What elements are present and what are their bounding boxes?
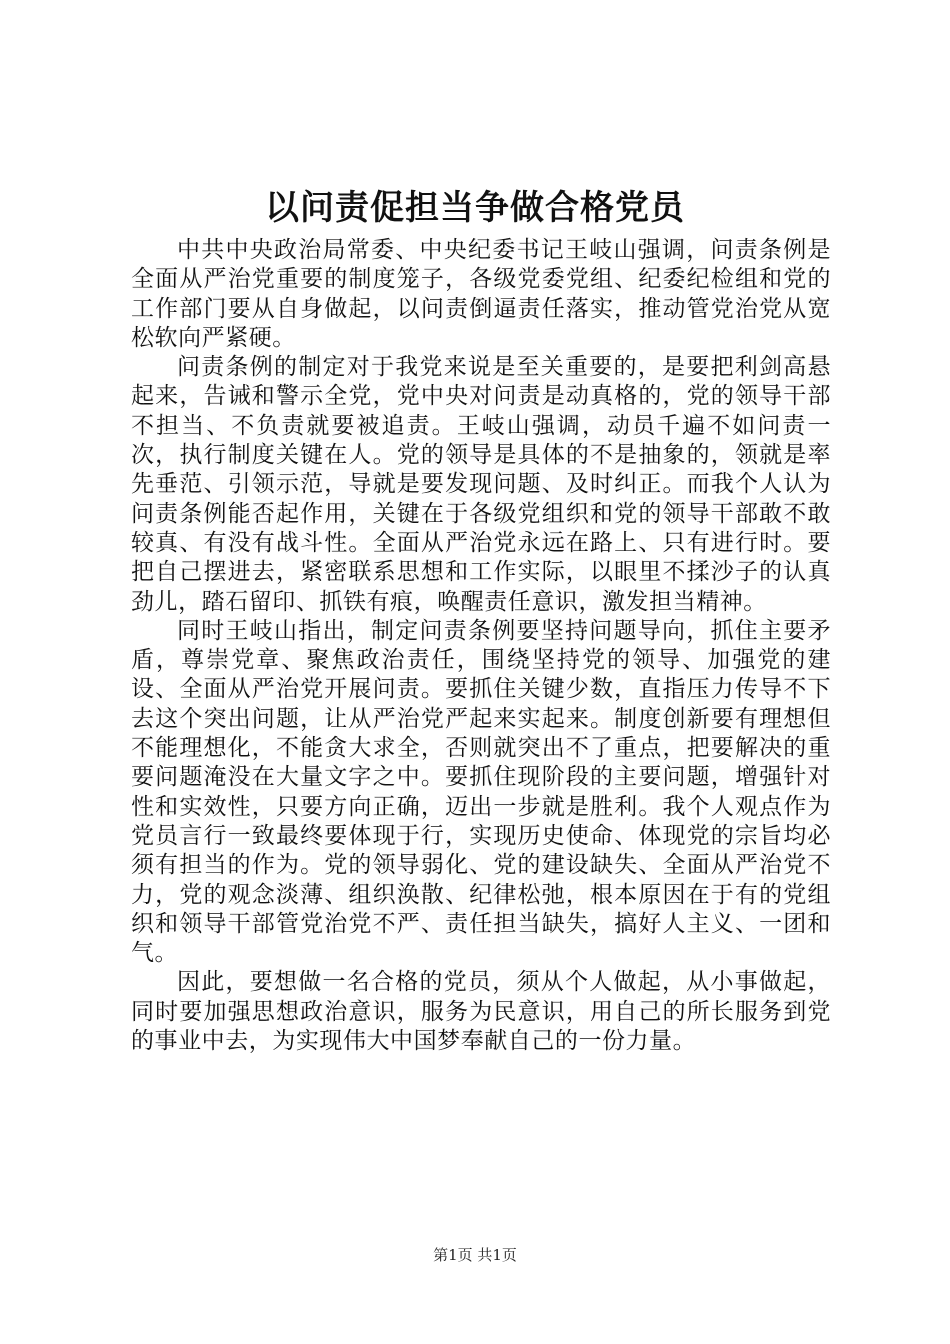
document-body [131, 236, 831, 1056]
paragraph-2: 问责条例的制定对于我党来说是至关重要的，是要把利剑高悬起来，告诫和警示全党，党中央对问责是动真格的，党的领导干部不担当、不负责就要被追责。王岐山强调，动员千遍不如问责一次，执行制度关键在人。党的领导是具体的不是抽象的，领就是率先垂范、引领示范，导就是要发现问题、及时纠正。而我个人认为问责条例能否起作用，关键在于各级党组织和党的领导干部敢不敢较真、有没有战斗性。全面从严治党永远在路上、只有进行时。要把自己摆进去，紧密联系思想和工作实际，以眼里不揉沙子的认真劲儿，踏石留印、抓铁有痕，唤醒责任意识，激发担当精神。 [131, 354, 831, 615]
paragraph-1: 中共中央政治局常委、中央纪委书记王岐山强调，问责条例是全面从严治党重要的制度笼子，各级党委党组、纪委纪检组和党的工作部门要从自身做起，以问责倒逼责任落实，推动管党治党从宽松软向严紧硬。 [131, 237, 831, 351]
document-title: 以问责促担当争做合格党员 [265, 188, 685, 228]
paragraph-3: 同时王岐山指出，制定问责条例要坚持问题导向，抓住主要矛盾，尊崇党章、聚焦政治责任，围绕坚持党的领导、加强党的建设、全面从严治党开展问责。要抓住关键少数，直指压力传导不下去这个突出问题，让从严治党严起来实起来。制度创新要有理想但不能理想化，不能贪大求全，否则就突出不了重点，把要解决的重要问题淹没在大量文字之中。要抓住现阶段的主要问题，增强针对性和实效性，只要方向正确，迈出一步就是胜利。我个人观点作为党员言行一致最终要体现于行，实现历史使命、体现党的宗旨均必须有担当的作为。党的领导弱化、党的建设缺失、全面从严治党不力，党的观念淡薄、组织涣散、纪律松弛，根本原因在于有的党组织和领导干部管党治党不严、责任担当缺失，搞好人主义、一团和气。 [131, 617, 831, 967]
paragraph-4: 因此，要想做一名合格的党员，须从个人做起，从小事做起，同时要加强思想政治意识，服务为民意识，用自己的所长服务到党的事业中去，为实现伟大中国梦奉献自己的一份力量。 [131, 969, 831, 1055]
page-number-footer: 第1页 共1页 [433, 1246, 517, 1264]
